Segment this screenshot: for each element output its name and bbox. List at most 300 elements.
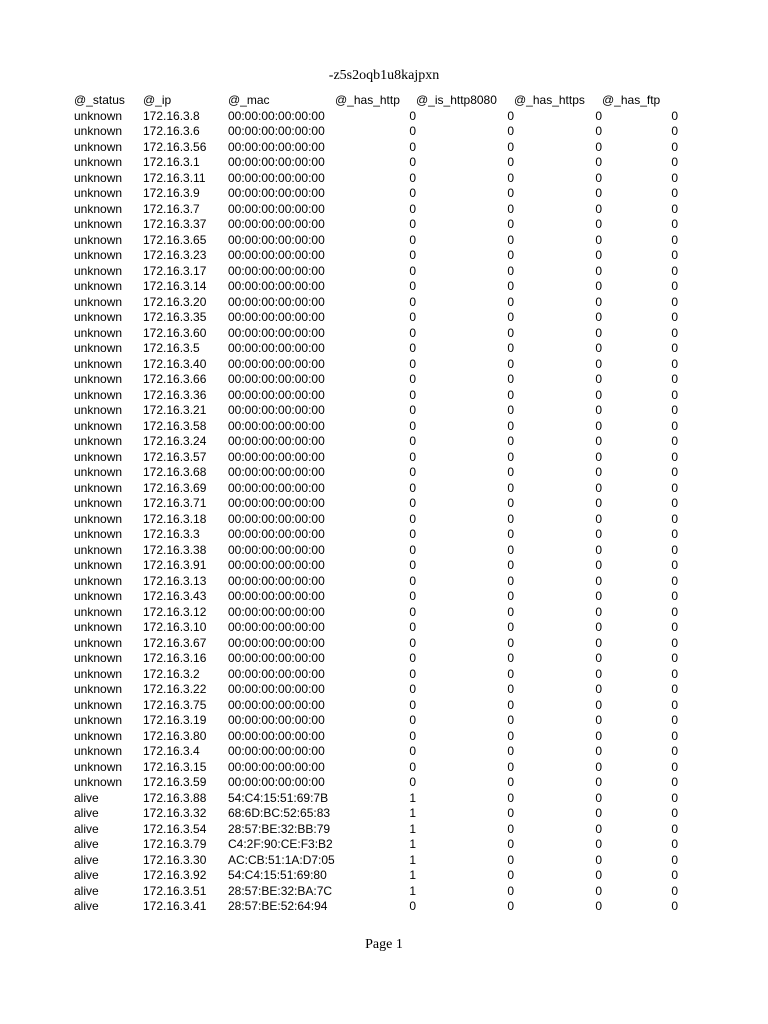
status-cell: unknown	[74, 217, 123, 231]
table-row	[74, 837, 678, 853]
mac-cell: 54:C4:15:51:69:7B	[228, 790, 329, 805]
status-cell: unknown	[74, 542, 123, 557]
has-http-cell: 0	[409, 108, 416, 123]
status-cell: alive	[74, 868, 99, 882]
table-body	[74, 109, 678, 915]
table-row	[74, 233, 678, 249]
table-row	[74, 651, 678, 667]
mac-cell: 00:00:00:00:00:00	[228, 387, 325, 402]
mac-cell: 00:00:00:00:00:00	[228, 620, 325, 634]
is-http8080-cell: 0	[507, 728, 514, 743]
has-https-cell: 0	[595, 868, 602, 882]
has-https-cell: 0	[595, 635, 602, 650]
has-ftp-cell: 0	[671, 279, 678, 293]
has-http-cell: 0	[409, 341, 416, 355]
has-ftp-cell: 0	[671, 775, 678, 789]
column-header-status: @_status	[74, 93, 125, 107]
status-cell: unknown	[74, 139, 123, 154]
has-http-cell: 0	[409, 263, 416, 278]
mac-cell: 00:00:00:00:00:00	[228, 604, 325, 619]
has-http-cell: 0	[409, 294, 416, 309]
ip-cell: 172.16.3.57	[143, 449, 207, 464]
status-cell: unknown	[74, 232, 123, 247]
has-http-cell: 0	[409, 682, 416, 696]
has-https-cell: 0	[595, 511, 602, 526]
status-cell: unknown	[74, 666, 123, 681]
has-https-cell: 0	[595, 480, 602, 495]
has-http-cell: 0	[409, 558, 416, 572]
has-http-cell: 1	[409, 790, 416, 805]
has-http-cell: 0	[409, 573, 416, 588]
status-cell: unknown	[74, 449, 123, 464]
has-ftp-cell: 0	[671, 883, 678, 898]
has-http-cell: 0	[409, 604, 416, 619]
ip-cell: 172.16.3.59	[143, 775, 207, 789]
ip-cell: 172.16.3.30	[143, 852, 207, 867]
table-row	[74, 729, 678, 745]
ip-cell: 172.16.3.12	[143, 604, 207, 619]
ip-cell: 172.16.3.20	[143, 294, 207, 309]
status-cell: alive	[74, 883, 99, 898]
ip-cell: 172.16.3.88	[143, 790, 207, 805]
status-cell: unknown	[74, 465, 123, 479]
has-https-cell: 0	[595, 139, 602, 154]
has-ftp-cell: 0	[671, 341, 678, 355]
mac-cell: 28:57:BE:32:BB:79	[228, 821, 331, 836]
has-ftp-cell: 0	[671, 108, 678, 123]
table-row	[74, 419, 678, 435]
is-http8080-cell: 0	[507, 651, 514, 665]
is-http8080-cell: 0	[507, 496, 514, 510]
mac-cell: 00:00:00:00:00:00	[228, 403, 325, 417]
status-cell: unknown	[74, 356, 123, 371]
mac-cell: C4:2F:90:CE:F3:B2	[228, 837, 333, 851]
status-cell: unknown	[74, 170, 123, 185]
mac-cell: 00:00:00:00:00:00	[228, 217, 325, 231]
mac-cell: 00:00:00:00:00:00	[228, 527, 325, 541]
has-ftp-cell: 0	[671, 899, 678, 913]
has-ftp-cell: 0	[671, 186, 678, 200]
has-https-cell: 0	[595, 620, 602, 634]
table-row	[74, 140, 678, 156]
has-ftp-cell: 0	[671, 310, 678, 324]
status-cell: unknown	[74, 558, 123, 572]
ip-cell: 172.16.3.66	[143, 372, 207, 386]
has-http-cell: 0	[409, 759, 416, 774]
ip-cell: 172.16.3.69	[143, 480, 207, 495]
ip-cell: 172.16.3.9	[143, 186, 200, 200]
has-https-cell: 0	[595, 852, 602, 867]
has-https-cell: 0	[595, 108, 602, 123]
ip-cell: 172.16.3.1	[143, 155, 200, 169]
has-ftp-cell: 0	[671, 434, 678, 448]
table-row	[74, 264, 678, 280]
status-cell: unknown	[74, 728, 123, 743]
table-row	[74, 357, 678, 373]
mac-cell: 00:00:00:00:00:00	[228, 279, 325, 293]
ip-cell: 172.16.3.68	[143, 465, 207, 479]
is-http8080-cell: 0	[507, 558, 514, 572]
has-ftp-cell: 0	[671, 201, 678, 216]
table-row	[74, 636, 678, 652]
has-https-cell: 0	[595, 217, 602, 231]
table-row	[74, 310, 678, 326]
is-http8080-cell: 0	[507, 279, 514, 293]
mac-cell: 00:00:00:00:00:00	[228, 434, 325, 448]
has-https-cell: 0	[595, 883, 602, 898]
ip-cell: 172.16.3.18	[143, 511, 207, 526]
has-https-cell: 0	[595, 434, 602, 448]
table-row	[74, 713, 678, 729]
table-row	[74, 450, 678, 466]
has-https-cell: 0	[595, 356, 602, 371]
ip-cell: 172.16.3.38	[143, 542, 207, 557]
has-ftp-cell: 0	[671, 837, 678, 851]
status-cell: alive	[74, 806, 99, 820]
table-row	[74, 667, 678, 683]
table-row	[74, 295, 678, 311]
mac-cell: 00:00:00:00:00:00	[228, 325, 325, 340]
column-header-has-ftp: @_has_ftp	[602, 93, 661, 107]
table-row	[74, 155, 678, 171]
has-http-cell: 0	[409, 666, 416, 681]
status-cell: unknown	[74, 248, 123, 262]
is-http8080-cell: 0	[507, 418, 514, 433]
has-ftp-cell: 0	[671, 511, 678, 526]
ip-cell: 172.16.3.51	[143, 883, 207, 898]
ip-cell: 172.16.3.17	[143, 263, 207, 278]
status-cell: unknown	[74, 186, 123, 200]
is-http8080-cell: 0	[507, 294, 514, 309]
is-http8080-cell: 0	[507, 170, 514, 185]
table-row	[74, 202, 678, 218]
is-http8080-cell: 0	[507, 635, 514, 650]
status-cell: unknown	[74, 511, 123, 526]
is-http8080-cell: 0	[507, 666, 514, 681]
mac-cell: 00:00:00:00:00:00	[228, 542, 325, 557]
has-https-cell: 0	[595, 294, 602, 309]
is-http8080-cell: 0	[507, 248, 514, 262]
status-cell: unknown	[74, 651, 123, 665]
mac-cell: 00:00:00:00:00:00	[228, 573, 325, 588]
has-http-cell: 0	[409, 635, 416, 650]
status-cell: unknown	[74, 434, 123, 448]
ip-cell: 172.16.3.10	[143, 620, 207, 634]
is-http8080-cell: 0	[507, 589, 514, 603]
has-http-cell: 1	[409, 821, 416, 836]
has-http-cell: 0	[409, 713, 416, 727]
has-ftp-cell: 0	[671, 124, 678, 138]
table-row	[74, 186, 678, 202]
ip-cell: 172.16.3.40	[143, 356, 207, 371]
has-http-cell: 0	[409, 775, 416, 789]
status-cell: unknown	[74, 744, 123, 758]
is-http8080-cell: 0	[507, 480, 514, 495]
has-https-cell: 0	[595, 728, 602, 743]
table-row	[74, 481, 678, 497]
ip-cell: 172.16.3.6	[143, 124, 200, 138]
has-https-cell: 0	[595, 449, 602, 464]
has-http-cell: 0	[409, 170, 416, 185]
has-http-cell: 0	[409, 496, 416, 510]
is-http8080-cell: 0	[507, 201, 514, 216]
status-cell: unknown	[74, 527, 123, 541]
has-https-cell: 0	[595, 558, 602, 572]
has-https-cell: 0	[595, 418, 602, 433]
ip-cell: 172.16.3.91	[143, 558, 207, 572]
has-http-cell: 1	[409, 883, 416, 898]
is-http8080-cell: 0	[507, 852, 514, 867]
table-row	[74, 744, 678, 760]
table-row	[74, 884, 678, 900]
has-http-cell: 0	[409, 186, 416, 200]
has-https-cell: 0	[595, 387, 602, 402]
is-http8080-cell: 0	[507, 604, 514, 619]
has-https-cell: 0	[595, 279, 602, 293]
status-cell: unknown	[74, 682, 123, 696]
has-https-cell: 0	[595, 899, 602, 913]
ip-cell: 172.16.3.41	[143, 899, 207, 913]
has-http-cell: 0	[409, 325, 416, 340]
column-header-has-http: @_has_http	[335, 93, 400, 107]
has-http-cell: 0	[409, 480, 416, 495]
table-row	[74, 853, 678, 869]
has-https-cell: 0	[595, 325, 602, 340]
has-ftp-cell: 0	[671, 558, 678, 572]
has-ftp-cell: 0	[671, 418, 678, 433]
is-http8080-cell: 0	[507, 108, 514, 123]
has-https-cell: 0	[595, 651, 602, 665]
has-http-cell: 1	[409, 852, 416, 867]
has-https-cell: 0	[595, 341, 602, 355]
ip-cell: 172.16.3.75	[143, 697, 207, 712]
has-https-cell: 0	[595, 713, 602, 727]
status-cell: unknown	[74, 775, 123, 789]
is-http8080-cell: 0	[507, 899, 514, 913]
is-http8080-cell: 0	[507, 449, 514, 464]
status-cell: unknown	[74, 310, 123, 324]
has-https-cell: 0	[595, 186, 602, 200]
status-cell: alive	[74, 852, 99, 867]
ip-cell: 172.16.3.37	[143, 217, 207, 231]
has-http-cell: 0	[409, 217, 416, 231]
status-cell: unknown	[74, 496, 123, 510]
is-http8080-cell: 0	[507, 775, 514, 789]
status-cell: unknown	[74, 403, 123, 417]
has-ftp-cell: 0	[671, 744, 678, 758]
has-ftp-cell: 0	[671, 759, 678, 774]
mac-cell: 00:00:00:00:00:00	[228, 728, 325, 743]
ip-cell: 172.16.3.15	[143, 759, 207, 774]
mac-cell: 28:57:BE:32:BA:7C	[228, 883, 333, 898]
status-cell: unknown	[74, 713, 123, 727]
table-row	[74, 388, 678, 404]
table-row	[74, 465, 678, 481]
table-row	[74, 217, 678, 233]
table-row	[74, 543, 678, 559]
ip-cell: 172.16.3.56	[143, 139, 207, 154]
is-http8080-cell: 0	[507, 356, 514, 371]
table-row	[74, 248, 678, 264]
status-cell: alive	[74, 899, 99, 913]
status-cell: unknown	[74, 604, 123, 619]
status-cell: unknown	[74, 341, 123, 355]
has-ftp-cell: 0	[671, 294, 678, 309]
has-http-cell: 0	[409, 728, 416, 743]
has-ftp-cell: 0	[671, 573, 678, 588]
ip-cell: 172.16.3.60	[143, 325, 207, 340]
page-number: Page 1	[365, 937, 403, 952]
ip-cell: 172.16.3.11	[143, 170, 206, 185]
mac-cell: 00:00:00:00:00:00	[228, 341, 325, 355]
is-http8080-cell: 0	[507, 186, 514, 200]
has-ftp-cell: 0	[671, 356, 678, 371]
is-http8080-cell: 0	[507, 403, 514, 417]
has-https-cell: 0	[595, 697, 602, 712]
has-https-cell: 0	[595, 666, 602, 681]
ip-cell: 172.16.3.22	[143, 682, 207, 696]
table-row	[74, 527, 678, 543]
has-http-cell: 0	[409, 697, 416, 712]
has-https-cell: 0	[595, 821, 602, 836]
table-row	[74, 109, 678, 125]
has-https-cell: 0	[595, 155, 602, 169]
ip-cell: 172.16.3.13	[143, 573, 207, 588]
ip-cell: 172.16.3.8	[143, 108, 200, 123]
has-ftp-cell: 0	[671, 868, 678, 882]
has-http-cell: 0	[409, 387, 416, 402]
ip-cell: 172.16.3.4	[143, 744, 200, 758]
has-ftp-cell: 0	[671, 217, 678, 231]
has-http-cell: 1	[409, 806, 416, 820]
is-http8080-cell: 0	[507, 790, 514, 805]
mac-cell: 00:00:00:00:00:00	[228, 713, 325, 727]
has-ftp-cell: 0	[671, 372, 678, 386]
has-https-cell: 0	[595, 790, 602, 805]
has-ftp-cell: 0	[671, 480, 678, 495]
mac-cell: 00:00:00:00:00:00	[228, 139, 325, 154]
has-ftp-cell: 0	[671, 604, 678, 619]
has-https-cell: 0	[595, 542, 602, 557]
has-ftp-cell: 0	[671, 852, 678, 867]
ip-cell: 172.16.3.67	[143, 635, 207, 650]
has-http-cell: 0	[409, 527, 416, 541]
has-https-cell: 0	[595, 837, 602, 851]
table-row	[74, 620, 678, 636]
is-http8080-cell: 0	[507, 325, 514, 340]
ip-cell: 172.16.3.58	[143, 418, 207, 433]
mac-cell: 00:00:00:00:00:00	[228, 635, 325, 650]
mac-cell: 00:00:00:00:00:00	[228, 651, 325, 665]
mac-cell: 00:00:00:00:00:00	[228, 372, 325, 386]
mac-cell: 00:00:00:00:00:00	[228, 310, 325, 324]
status-cell: unknown	[74, 480, 123, 495]
is-http8080-cell: 0	[507, 310, 514, 324]
status-cell: unknown	[74, 387, 123, 402]
is-http8080-cell: 0	[507, 821, 514, 836]
ip-cell: 172.16.3.16	[143, 651, 207, 665]
ip-cell: 172.16.3.24	[143, 434, 207, 448]
has-http-cell: 0	[409, 155, 416, 169]
has-http-cell: 0	[409, 372, 416, 386]
is-http8080-cell: 0	[507, 682, 514, 696]
has-https-cell: 0	[595, 759, 602, 774]
status-cell: unknown	[74, 635, 123, 650]
ip-cell: 172.16.3.71	[143, 496, 207, 510]
status-cell: unknown	[74, 108, 123, 123]
mac-cell: 00:00:00:00:00:00	[228, 449, 325, 464]
has-http-cell: 0	[409, 139, 416, 154]
mac-cell: 00:00:00:00:00:00	[228, 775, 325, 789]
ip-cell: 172.16.3.2	[143, 666, 200, 681]
has-http-cell: 0	[409, 248, 416, 262]
is-http8080-cell: 0	[507, 573, 514, 588]
table-row	[74, 605, 678, 621]
has-ftp-cell: 0	[671, 620, 678, 634]
ip-cell: 172.16.3.36	[143, 387, 207, 402]
has-https-cell: 0	[595, 372, 602, 386]
mac-cell: 00:00:00:00:00:00	[228, 186, 325, 200]
is-http8080-cell: 0	[507, 527, 514, 541]
has-ftp-cell: 0	[671, 806, 678, 820]
ip-cell: 172.16.3.32	[143, 806, 207, 820]
has-ftp-cell: 0	[671, 697, 678, 712]
table-row	[74, 496, 678, 512]
is-http8080-cell: 0	[507, 434, 514, 448]
has-ftp-cell: 0	[671, 651, 678, 665]
ip-cell: 172.16.3.35	[143, 310, 207, 324]
mac-cell: 00:00:00:00:00:00	[228, 108, 325, 123]
mac-cell: 00:00:00:00:00:00	[228, 232, 325, 247]
table-row	[74, 574, 678, 590]
has-https-cell: 0	[595, 232, 602, 247]
table-row	[74, 124, 678, 140]
mac-cell: 28:57:BE:52:64:94	[228, 899, 328, 913]
has-http-cell: 0	[409, 465, 416, 479]
has-http-cell: 0	[409, 232, 416, 247]
has-https-cell: 0	[595, 682, 602, 696]
is-http8080-cell: 0	[507, 868, 514, 882]
has-ftp-cell: 0	[671, 170, 678, 185]
has-https-cell: 0	[595, 527, 602, 541]
status-cell: unknown	[74, 279, 123, 293]
ip-cell: 172.16.3.65	[143, 232, 207, 247]
status-cell: unknown	[74, 325, 123, 340]
mac-cell: AC:CB:51:1A:D7:05	[228, 852, 335, 867]
table-row	[74, 171, 678, 187]
is-http8080-cell: 0	[507, 124, 514, 138]
mac-cell: 00:00:00:00:00:00	[228, 697, 325, 712]
mac-cell: 00:00:00:00:00:00	[228, 263, 325, 278]
has-https-cell: 0	[595, 744, 602, 758]
has-ftp-cell: 0	[671, 263, 678, 278]
status-cell: unknown	[74, 573, 123, 588]
has-http-cell: 0	[409, 201, 416, 216]
status-cell: unknown	[74, 294, 123, 309]
mac-cell: 68:6D:BC:52:65:83	[228, 806, 331, 820]
table-row	[74, 698, 678, 714]
mac-cell: 00:00:00:00:00:00	[228, 155, 325, 169]
has-ftp-cell: 0	[671, 387, 678, 402]
status-cell: alive	[74, 821, 99, 836]
is-http8080-cell: 0	[507, 232, 514, 247]
has-http-cell: 0	[409, 356, 416, 371]
ip-cell: 172.16.3.21	[143, 403, 207, 417]
mac-cell: 00:00:00:00:00:00	[228, 682, 325, 696]
has-ftp-cell: 0	[671, 589, 678, 603]
table-row	[74, 558, 678, 574]
is-http8080-cell: 0	[507, 697, 514, 712]
